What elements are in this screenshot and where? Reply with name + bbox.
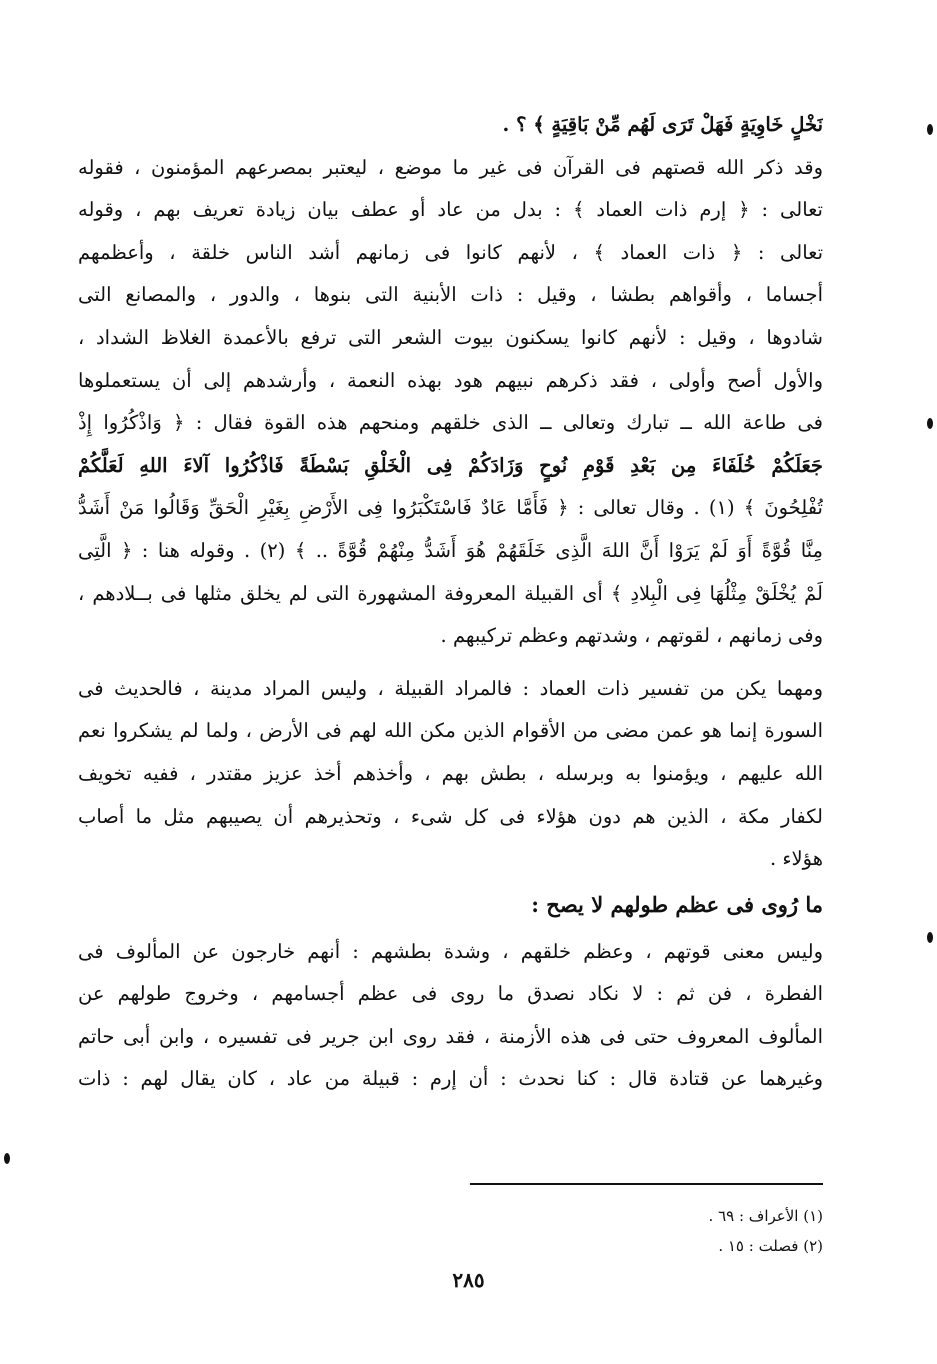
text-line: الفطرة ، فن ثم : لا نكاد نصدق ما روى فى عظم أجسامهم ، وخروج طولهم عن [78, 982, 823, 1006]
page-number: ٢٨٥ [452, 1268, 485, 1292]
text-line: وليس معنى قوتهم ، وعظم خلقهم ، وشدة بطشهم : أنهم خارجون عن المألوف فى [78, 939, 823, 963]
footnotes [478, 1201, 823, 1261]
text-line: السورة إنما هو عمن مضى من الأقوام الذين مكن الله لهم فى الأرض ، ولما لم يشكروا نعم [78, 719, 823, 743]
text-line: أجساما ، وأقواهم بطشا ، وقيل : ذات الأبنية التى بنوها ، والدور ، والمصانع التى [78, 283, 823, 307]
text-line: تعالى : ﴿ إرم ذات العماد ﴾ : بدل من عاد أو عطف بيان زيادة تعريف بهم ، وقوله [78, 198, 823, 222]
text-line: وغيرهما عن قتادة قال : كنا نحدث : أن إرم : قبيلة من عاد ، كان يقال لهم : ذات [78, 1067, 823, 1091]
text-line: ومهما يكن من تفسير ذات العماد : فالمراد القبيلة ، وليس المراد مدينة ، فالحديث فى [78, 676, 823, 700]
text-line: والأول أصح وأولى ، فقد ذكرهم نبيهم هود بهذه النعمة ، وأرشدهم إلى أن يستعملوها [78, 368, 823, 392]
scan-dot-mark [927, 418, 933, 429]
text-line: لَمْ يُخْلَقْ مِثْلُهَا فِى الْبِلادِ ﴾ أى القبيلة المعروفة المشهورة التى لم يخلق مثلها فى بــلادهم ، [78, 581, 823, 605]
text-line: وفى زمانهم ، لقوتهم ، وشدتهم وعظم تركيبهم . [440, 624, 823, 648]
text-line: شادوها ، وقيل : لأنهم كانوا يسكنون بيوت الشعر التى ترفع بالأعمدة الغلاظ الشداد ، [78, 325, 823, 349]
footnote: (١) الأعراف : ٦٩ . [708, 1207, 823, 1225]
text-line: تُفْلِحُونَ ﴾ (١) . وقال تعالى : ﴿ فَأَمَّا عَادٌ فَاسْتَكْبَرُوا فِى الأَرْضِ بِغَيْرِ الْحَقِّ وَقَالُوا مَنْ أَشَدُّ [78, 496, 823, 520]
scan-dot-mark [4, 1153, 10, 1164]
scan-dot-mark [927, 124, 933, 135]
paragraph-gap [78, 658, 823, 668]
text-line: المألوف المعروف حتى فى هذه الأزمنة ، فقد روى ابن جرير فى تفسيره ، وابن أبى حاتم [78, 1024, 823, 1048]
text-line: فى طاعة الله ــ تبارك وتعالى ــ الذى خلقهم ومنحهم هذه القوة فقال : ﴿ وَاذْكُرُوا إِذْ [78, 411, 823, 435]
text-line: مِنَّا قُوَّةً أَوَ لَمْ يَرَوْا أَنَّ اللهَ الَّذِى خَلَقَهُمْ هُوَ أَشَدُّ مِنْهُمْ قُوَّةً .. ﴾ (٢) . وقوله هنا : ﴿ الَّتِى [78, 538, 823, 562]
text-line: وقد ذكر الله قصتهم فى القرآن فى غير ما موضع ، ليعتبر بمصرعهم المؤمنون ، فقوله [78, 155, 823, 179]
text-line: هؤلاء . [769, 847, 823, 871]
page-body [78, 104, 823, 1101]
scan-dot-mark [927, 932, 933, 943]
text-line: جَعَلَكُمْ خُلَفَاءَ مِن بَعْدِ قَوْمِ نُوحٍ وَزَادَكُمْ فِى الْخَلْقِ بَسْطَةً فَاذْكُرُوا آلاءَ اللهِ لَعَلَّكُمْ [78, 453, 823, 477]
text-line: لكفار مكة ، الذين هم دون هؤلاء فى كل شىء ، وتحذيرهم أن يصيبهم مثل ما أصاب [78, 804, 823, 828]
footnote: (٢) فصلت : ١٥ . [718, 1237, 823, 1255]
section-heading: ما رُوى فى عظم طولهم لا يصح : [531, 891, 823, 917]
text-line: تعالى : ﴿ ذات العماد ﴾ ، لأنهم كانوا فى زمانهم أشد الناس خلقة ، وأعظمهم [78, 240, 823, 264]
text-line: نَخْلٍ خَاوِيَةٍ فَهَلْ تَرَى لَهُم مِّنْ بَاقِيَةٍ ﴾ ؟ . [502, 113, 823, 136]
text-line: الله عليهم ، ويؤمنوا به وبرسله ، بطش بهم ، وأخذهم أخذ عزيز مقتدر ، ففيه تخويف [78, 761, 823, 785]
footnote-divider [470, 1183, 823, 1185]
